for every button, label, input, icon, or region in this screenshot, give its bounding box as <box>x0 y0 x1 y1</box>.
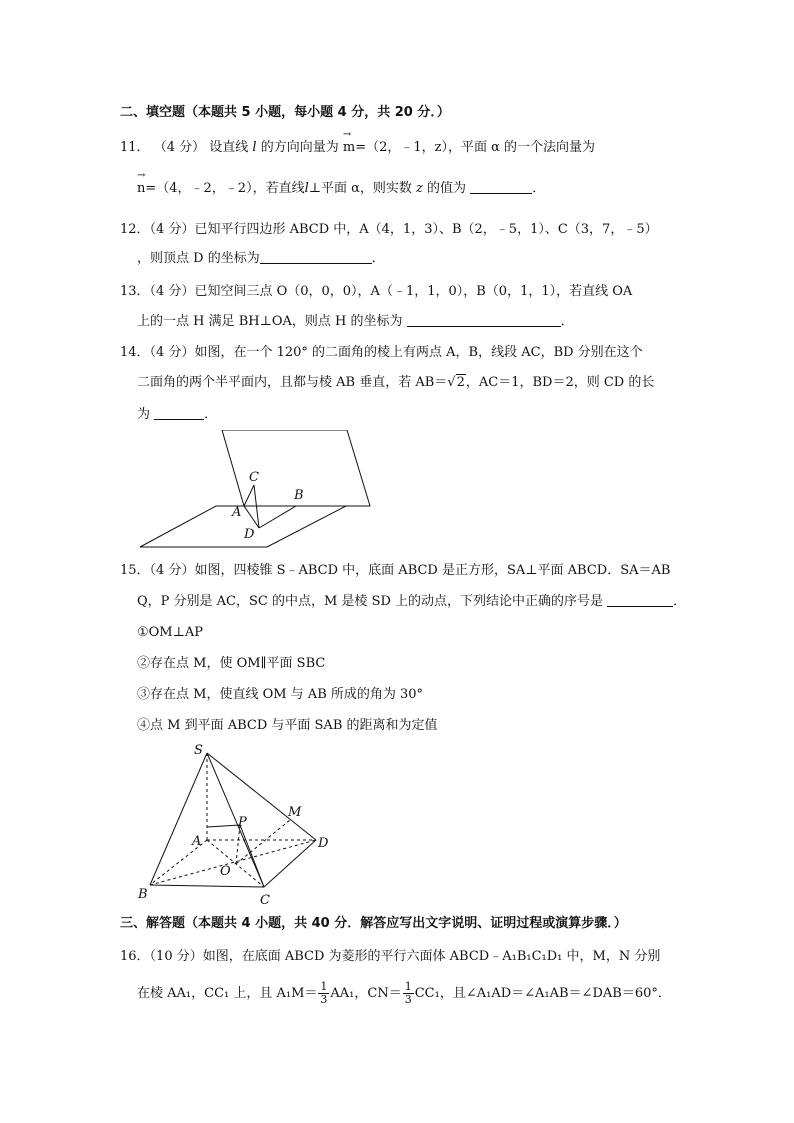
question-12-line-2: ，则顶点 D 的坐标为 ． <box>137 251 385 266</box>
sqrt-expression: √2 <box>447 375 465 390</box>
diagonal-ac-hidden <box>207 840 264 887</box>
segment-ac <box>244 485 254 506</box>
dihedral-angle-figure <box>130 430 380 555</box>
question-number: 16． <box>120 949 150 964</box>
question-15-line-1: 15．（4 分）如图，四棱锥 S﹣ABCD 中，底面 ABCD 是正方形，SA⊥平面 ABCD．SA＝AB <box>120 563 671 578</box>
question-11-line-1: 11． （4 分） 设直线 l 的方向向量为 → m=（2，﹣1，z），平面 α 的一个法向量为 <box>120 129 596 155</box>
label-c: C <box>249 470 259 485</box>
answer-blank[interactable] <box>407 313 561 327</box>
edge-sd <box>207 753 316 840</box>
question-16-line-2: 在棱 AA₁，CC₁ 上，且 A₁M＝ $\frac{1}{3}$ AA₁，CN＝ $\frac{1}{3}$ CC₁，且∠A₁AD＝∠A₁AB＝∠DAB＝60°． <box>137 980 671 1006</box>
label-c: C <box>260 893 270 908</box>
label-a: A <box>232 505 242 520</box>
question-13-line-1: 13．（4 分）已知空间三点 O（0，0，0），A（﹣1，1，0），B（0，1，1），若直线 OA <box>120 284 633 299</box>
question-number: 13． <box>120 284 150 299</box>
segment-bd <box>259 506 296 528</box>
answer-blank[interactable] <box>154 406 204 420</box>
answer-blank[interactable] <box>260 250 372 264</box>
edge-bc <box>150 885 264 887</box>
question-number: 14． <box>120 345 150 360</box>
edge-sb <box>150 753 207 885</box>
question-number: 12． <box>120 222 150 237</box>
question-number: 15． <box>120 563 150 578</box>
section-2-title: 二、填空题（本题共 5 小题，每小题 4 分，共 20 分．） <box>120 105 450 120</box>
question-14-line-1: 14．（4 分）如图，在一个 120° 的二面角的棱上有两点 A，B，线段 AC，BD 分别在这个 <box>120 345 643 360</box>
label-p: P <box>238 815 247 830</box>
label-o: O <box>220 864 231 879</box>
question-14-line-2: 二面角的两个半平面内，且都与棱 AB 垂直，若 AB＝√2，AC＝1，BD＝2，则 CD 的长 <box>137 375 655 390</box>
label-s: S <box>194 743 203 758</box>
segment-op-hidden <box>236 825 240 864</box>
question-16-line-1: 16．（10 分）如图，在底面 ABCD 为菱形的平行六面体 ABCD﹣A₁B₁C₁D₁ 中，M，N 分别 <box>120 949 661 964</box>
fraction-one-third: $\frac{1}{3}$ <box>320 980 328 1006</box>
pyramid-figure <box>130 740 340 910</box>
label-m: M <box>288 805 302 820</box>
question-11-line-2: → n=（4，﹣2，﹣2），若直线l⊥平面 α，则实数 z 的值为 ． <box>137 170 546 196</box>
option-4: ④点 M 到平面 ABCD 与平面 SAB 的距离和为定值 <box>137 718 438 733</box>
answer-blank[interactable] <box>607 593 673 607</box>
segment-pc <box>240 825 264 887</box>
option-2: ②存在点 M，使 OM∥平面 SBC <box>137 656 326 671</box>
segment-ap <box>207 825 240 827</box>
question-number: 11． <box>120 140 150 155</box>
question-12-line-1: 12．（4 分）已知平行四边形 ABCD 中，A（4，1，3）、B（2，﹣5，1）、C（3，7，﹣5） <box>120 222 658 237</box>
answer-blank[interactable] <box>470 180 532 194</box>
question-14-line-3: 为 ． <box>137 407 218 422</box>
fraction-one-third: $\frac{1}{3}$ <box>404 980 412 1006</box>
label-d: D <box>318 836 329 851</box>
section-3-title: 三、解答题（本题共 4 小题，共 40 分．解答应写出文字说明、证明过程或演算步骤．） <box>120 916 627 931</box>
question-13-line-2: 上的一点 H 满足 BH⊥OA，则点 H 的坐标为 ． <box>137 314 574 329</box>
option-3: ③存在点 M，使直线 OM 与 AB 所成的角为 30° <box>137 687 424 702</box>
label-d: D <box>244 527 255 542</box>
label-a: A <box>192 834 202 849</box>
question-15-line-2: Q，P 分别是 AC，SC 的中点，M 是棱 SD 上的动点，下列结论中正确的序号是 ． <box>137 594 687 609</box>
label-b: B <box>138 887 148 902</box>
label-b: B <box>294 488 304 503</box>
arrow-icon: → <box>137 170 146 181</box>
arrow-icon: → <box>342 129 352 140</box>
vector-m: → m <box>342 129 356 155</box>
vector-n: → n <box>137 170 146 196</box>
option-1: ①OM⊥AP <box>137 625 203 640</box>
lower-half-plane <box>140 506 346 547</box>
